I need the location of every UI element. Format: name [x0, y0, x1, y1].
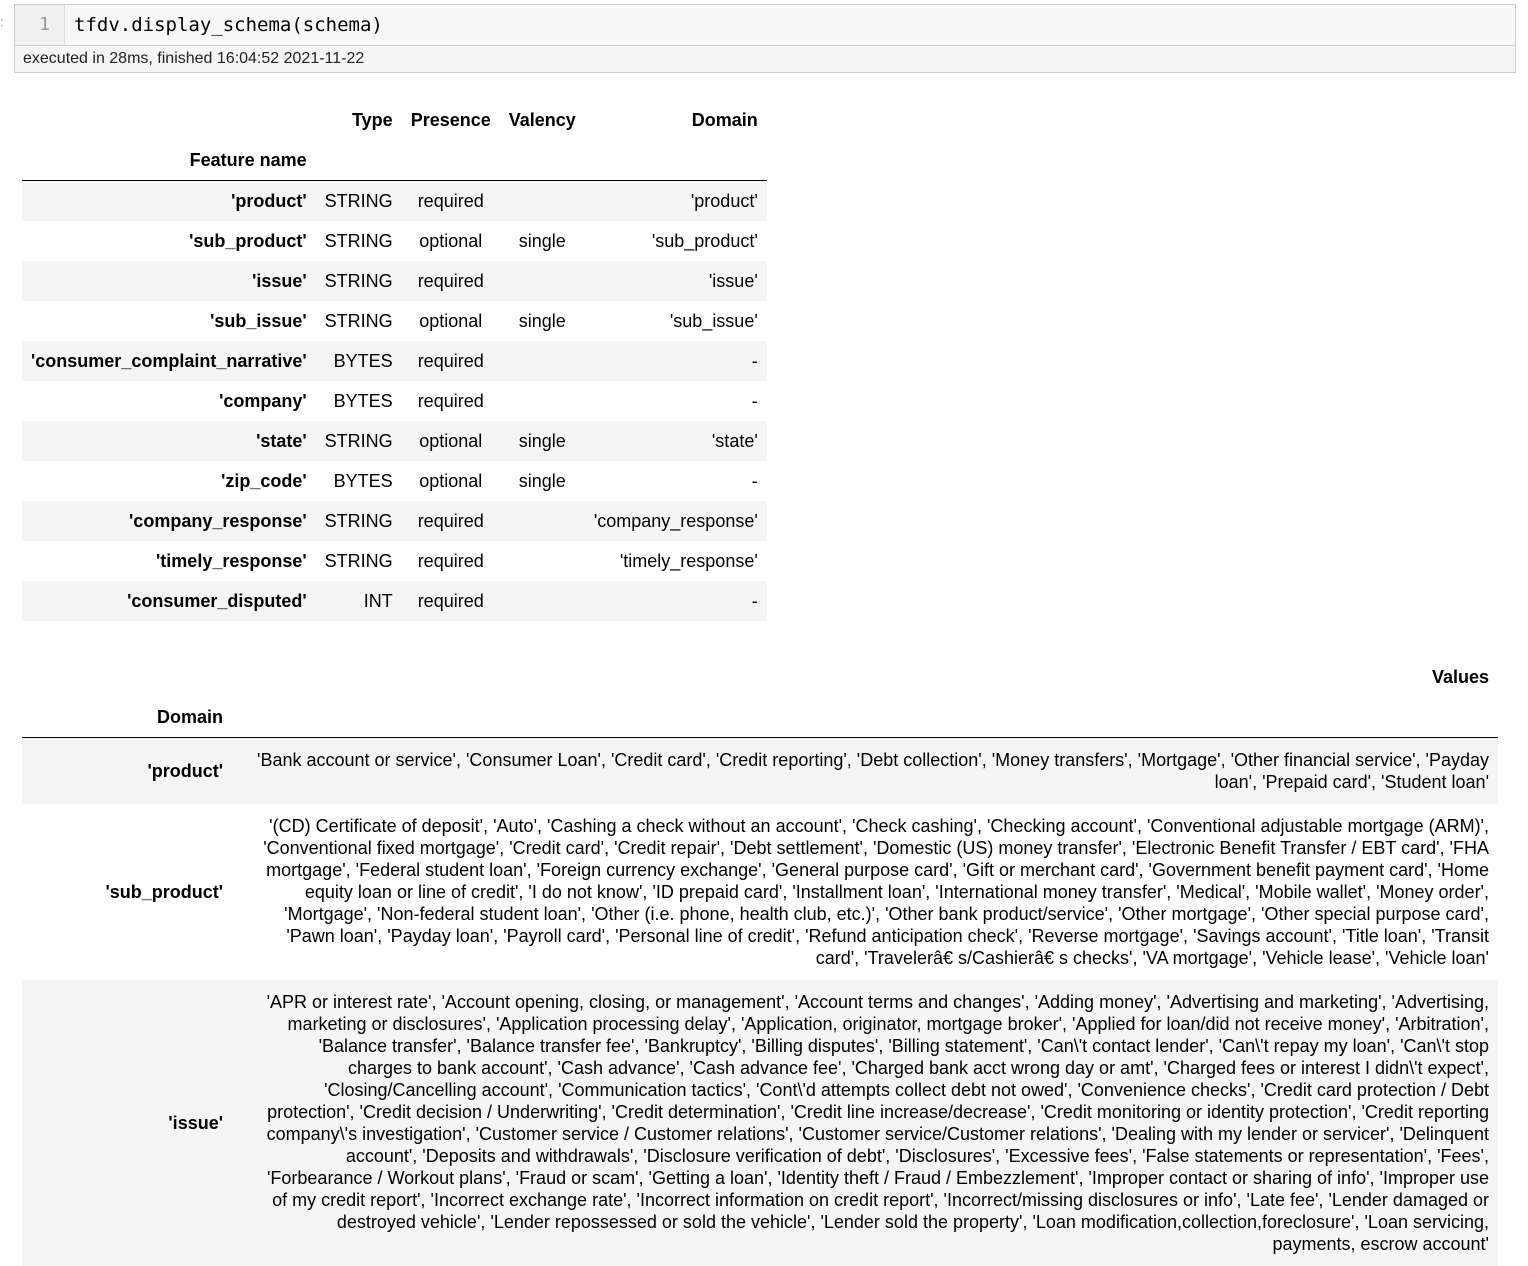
domain-cell: -	[751, 590, 758, 611]
domain-name-cell: 'issue'	[168, 1112, 223, 1133]
code-input-row[interactable]	[15, 5, 1515, 46]
feature-name-cell: 'sub_product'	[189, 230, 307, 251]
code-cell[interactable]	[14, 4, 1516, 73]
header-domain: Domain	[691, 109, 758, 130]
presence-cell: required	[417, 350, 484, 371]
valency-cell	[500, 581, 585, 621]
header-presence: Presence	[410, 109, 491, 130]
domain-cell: 'issue'	[708, 270, 758, 291]
table-row	[22, 461, 767, 501]
domain-cell: -	[751, 390, 758, 411]
domain-name-cell: 'sub_product'	[105, 881, 223, 902]
type-cell: STRING	[324, 230, 393, 251]
type-cell: BYTES	[333, 470, 393, 491]
valency-cell	[500, 181, 585, 222]
valency-cell: single	[518, 230, 566, 251]
domain-index-header-row	[22, 697, 1498, 738]
schema-index-header-row	[22, 140, 767, 181]
valency-cell	[500, 341, 585, 381]
cell-prompt-marker: :	[0, 14, 4, 29]
domain-header-row	[22, 657, 1498, 697]
table-row	[22, 421, 767, 461]
header-feature-name: Feature name	[22, 140, 316, 181]
feature-name-cell: 'issue'	[252, 270, 307, 291]
type-cell: STRING	[324, 310, 393, 331]
valency-cell: single	[518, 470, 566, 491]
domain-cell: 'sub_product'	[651, 230, 758, 251]
table-row	[22, 301, 767, 341]
feature-name-cell: 'sub_issue'	[210, 310, 307, 331]
header-blank	[22, 100, 316, 140]
schema-header-row	[22, 100, 767, 140]
schema-table	[22, 100, 767, 621]
domain-cell: -	[751, 350, 758, 371]
valency-cell: single	[518, 430, 566, 451]
feature-name-cell: 'consumer_disputed'	[127, 590, 307, 611]
type-cell: STRING	[324, 430, 393, 451]
cell-output	[22, 100, 1498, 1266]
feature-name-cell: 'product'	[231, 190, 307, 211]
type-cell: STRING	[324, 550, 393, 571]
presence-cell: required	[417, 510, 484, 531]
feature-name-cell: 'timely_response'	[156, 550, 307, 571]
header-values: Values	[1431, 666, 1489, 687]
presence-cell: required	[417, 190, 484, 211]
valency-cell	[500, 261, 585, 301]
line-number: 1	[15, 5, 65, 45]
type-cell: STRING	[324, 270, 393, 291]
presence-cell: optional	[419, 430, 483, 451]
domain-name-cell: 'product'	[147, 760, 223, 781]
header-type: Type	[352, 109, 393, 130]
domain-cell: 'timely_response'	[619, 550, 758, 571]
header-domain-name: Domain	[22, 697, 232, 738]
presence-cell: required	[417, 590, 484, 611]
domain-cell: 'sub_issue'	[669, 310, 758, 331]
domain-cell: 'product'	[690, 190, 758, 211]
code-editor[interactable]: tfdv.display_schema(schema)	[74, 14, 383, 36]
table-row	[22, 341, 767, 381]
domain-values-cell: 'APR or interest rate', 'Account opening, closing, or management', 'Account terms and changes', 'Adding money', 'Advertising and marketing', 'Advertising, marketing or disclosures', 'Application processing delay', 'Application, originator, mortgage broker', 'Applied for loan/did not receive money', 'Arbitration', 'Balance transfer', 'Balance transfer fee', 'Bankruptcy', 'Billing disputes', 'Billing statement', 'Can\'t contact lender', 'Can\'t repay my loan', 'Can\'t stop charges to bank account', 'Cash advance', 'Cash advance fee', 'Charged bank acct wrong day or amt', 'Charged fees or interest I didn\'t expect', 'Closing/Cancelling account', 'Communication tactics', 'Cont\'d attempts collect debt not owed', 'Convenience checks', 'Credit card protection / Debt protection', 'Credit decision / Underwriting', 'Credit determination', 'Credit line increase/decrease', 'Credit monitoring or identity protection', 'Credit reporting company\'s investigation', 'Customer service / Customer relations', 'Customer service/Customer relations', 'Dealing with my lender or servicer', 'Delinquent account', 'Deposits and withdrawals', 'Disclosure verification of debt', 'Disclosures', 'Excessive fees', 'False statements or representation', 'Fees', 'Forbearance / Workout plans', 'Fraud or scam', 'Getting a loan', 'Identity theft / Fraud / Embezzlement', 'Improper contact or sharing of info', 'Improper use of my credit report', 'Incorrect exchange rate', 'Incorrect information on credit report', 'Incorrect/missing disclosures or info', 'Late fee', 'Lender damaged or destroyed vehicle', 'Lender repossessed or sold the vehicle', 'Lender sold the property', 'Loan modification,collection,foreclosure', 'Loan servicing, payments, escrow account'	[266, 992, 1489, 1254]
domain-cell: -	[751, 470, 758, 491]
domain-values-cell: 'Bank account or service', 'Consumer Loan', 'Credit card', 'Credit reporting', 'Debt collection', 'Money transfers', 'Mortgage', 'Other financial service', 'Payday loan', 'Prepaid card', 'Student loan'	[257, 750, 1489, 792]
table-row	[22, 181, 767, 222]
presence-cell: optional	[419, 230, 483, 251]
type-cell: STRING	[324, 510, 393, 531]
domain-values-cell: '(CD) Certificate of deposit', 'Auto', 'Cashing a check without an account', 'Check cashing', 'Checking account', 'Conventional adjustable mortgage (ARM)', 'Conventional fixed mortgage', 'Credit card', 'Credit repair', 'Debt settlement', 'Domestic (US) money transfer', 'Electronic Benefit Transfer / EBT card', 'FHA mortgage', 'Federal student loan', 'Foreign currency exchange', 'General purpose card', 'Gift or merchant card', 'Government benefit payment card', 'Home equity loan or line of credit', 'I do not know', 'ID prepaid card', 'Installment loan', 'International money transfer', 'Medical', 'Mobile wallet', 'Money order', 'Mortgage', 'Non-federal student loan', 'Other (i.e. phone, health club, etc.)', 'Other bank product/service', 'Other mortgage', 'Other special purpose card', 'Pawn loan', 'Payday loan', 'Payroll card', 'Personal line of credit', 'Refund anticipation check', 'Reverse mortgage', 'Savings account', 'Title loan', 'Transit card', 'Travelerâ€ s/Cashierâ€ s checks', 'VA mortgage', 'Vehicle lease', 'Vehicle loan'	[263, 816, 1489, 968]
type-cell: BYTES	[333, 390, 393, 411]
valency-cell	[500, 541, 585, 581]
presence-cell: optional	[419, 310, 483, 331]
presence-cell: required	[417, 390, 484, 411]
feature-name-cell: 'company_response'	[129, 510, 307, 531]
feature-name-cell: 'state'	[256, 430, 307, 451]
table-row	[22, 261, 767, 301]
table-row	[22, 381, 767, 421]
presence-cell: optional	[419, 470, 483, 491]
execution-status: executed in 28ms, finished 16:04:52 2021-11-22	[15, 46, 1515, 72]
table-row	[22, 221, 767, 261]
domain-cell: 'company_response'	[593, 510, 758, 531]
domain-cell: 'state'	[711, 430, 758, 451]
table-row	[22, 501, 767, 541]
type-cell: INT	[363, 590, 393, 611]
valency-cell	[500, 381, 585, 421]
feature-name-cell: 'consumer_complaint_narrative'	[31, 350, 307, 371]
type-cell: BYTES	[333, 350, 393, 371]
domain-values-table	[22, 657, 1498, 1266]
valency-cell	[500, 501, 585, 541]
presence-cell: required	[417, 270, 484, 291]
valency-cell: single	[518, 310, 566, 331]
presence-cell: required	[417, 550, 484, 571]
table-row	[22, 541, 767, 581]
table-row	[22, 804, 1498, 980]
type-cell: STRING	[324, 190, 393, 211]
header-valency: Valency	[508, 109, 576, 130]
table-row	[22, 980, 1498, 1266]
feature-name-cell: 'zip_code'	[221, 470, 307, 491]
table-row	[22, 581, 767, 621]
feature-name-cell: 'company'	[219, 390, 307, 411]
table-row	[22, 738, 1498, 805]
